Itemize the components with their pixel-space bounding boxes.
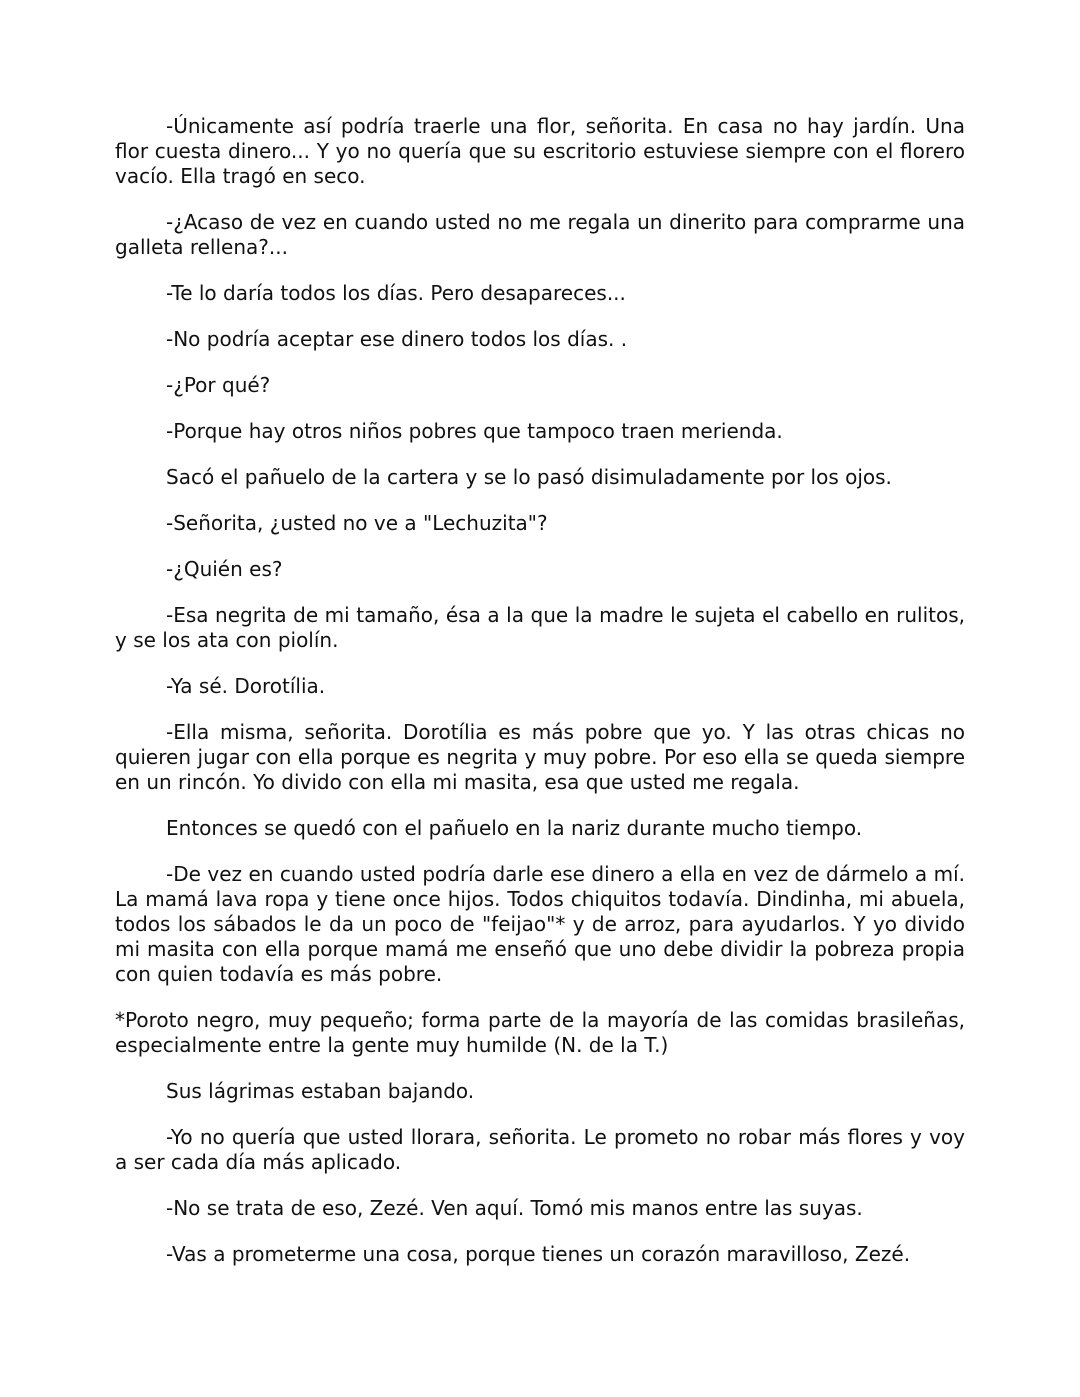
paragraph-2: -¿Acaso de vez en cuando usted no me regala un dinerito para comprarme una galleta rellena?...: [115, 210, 965, 259]
paragraph-18: -Vas a prometerme una cosa, porque tienes un corazón maravilloso, Zezé.: [166, 1242, 911, 1266]
paragraph-10: -Esa negrita de mi tamaño, ésa a la que la madre le sujeta el cabello en rulitos, y se los ata con piolín.: [115, 603, 965, 652]
paragraph-8: -Señorita, ¿usted no ve a "Lechuzita"?: [166, 511, 548, 535]
paragraph-15: Sus lágrimas estaban bajando.: [166, 1079, 475, 1103]
paragraph-3: -Te lo daría todos los días. Pero desapareces...: [166, 281, 626, 305]
paragraph-9: -¿Quién es?: [166, 557, 283, 581]
paragraph-17: -No se trata de eso, Zezé. Ven aquí. Tomó mis manos entre las suyas.: [166, 1196, 863, 1220]
paragraph-13: Entonces se quedó con el pañuelo en la nariz durante mucho tiempo.: [166, 816, 863, 840]
document-page: [115, 114, 965, 1288]
paragraph-11: -Ya sé. Dorotília.: [166, 674, 326, 698]
paragraph-1: -Únicamente así podría traerle una flor, señorita. En casa no hay jardín. Una flor cuesta dinero... Y yo no quería que su escritorio estuviese siempre con el florero vacío. Ella tragó en seco.: [115, 114, 965, 188]
paragraph-12: -Ella misma, señorita. Dorotília es más pobre que yo. Y las otras chicas no quieren jugar con ella porque es negrita y muy pobre. Por eso ella se queda siempre en un rincón. Yo divido con ella mi masita, esa que usted me regala.: [115, 720, 965, 794]
paragraph-14: -De vez en cuando usted podría darle ese dinero a ella en vez de dármelo a mí. La mamá lava ropa y tiene once hijos. Todos chiquitos todavía. Dindinha, mi abuela, todos los sábados le da un poco de "feijao"* y de arroz, para ayudarlos. Y yo divido mi masita con ella porque mamá me enseñó que uno debe dividir la pobreza propia con quien todavía es más pobre.: [115, 862, 965, 986]
paragraph-16: -Yo no quería que usted llorara, señorita. Le prometo no robar más flores y voy a ser cada día más aplicado.: [115, 1125, 965, 1174]
paragraph-4: -No podría aceptar ese dinero todos los días. .: [166, 327, 628, 351]
paragraph-6: -Porque hay otros niños pobres que tampoco traen merienda.: [166, 419, 783, 443]
paragraph-7: Sacó el pañuelo de la cartera y se lo pasó disimuladamente por los ojos.: [166, 465, 892, 489]
footnote: *Poroto negro, muy pequeño; forma parte de la mayoría de las comidas brasileñas, especialmente entre la gente muy humilde (N. de la T.): [115, 1008, 965, 1057]
paragraph-5: -¿Por qué?: [166, 373, 271, 397]
